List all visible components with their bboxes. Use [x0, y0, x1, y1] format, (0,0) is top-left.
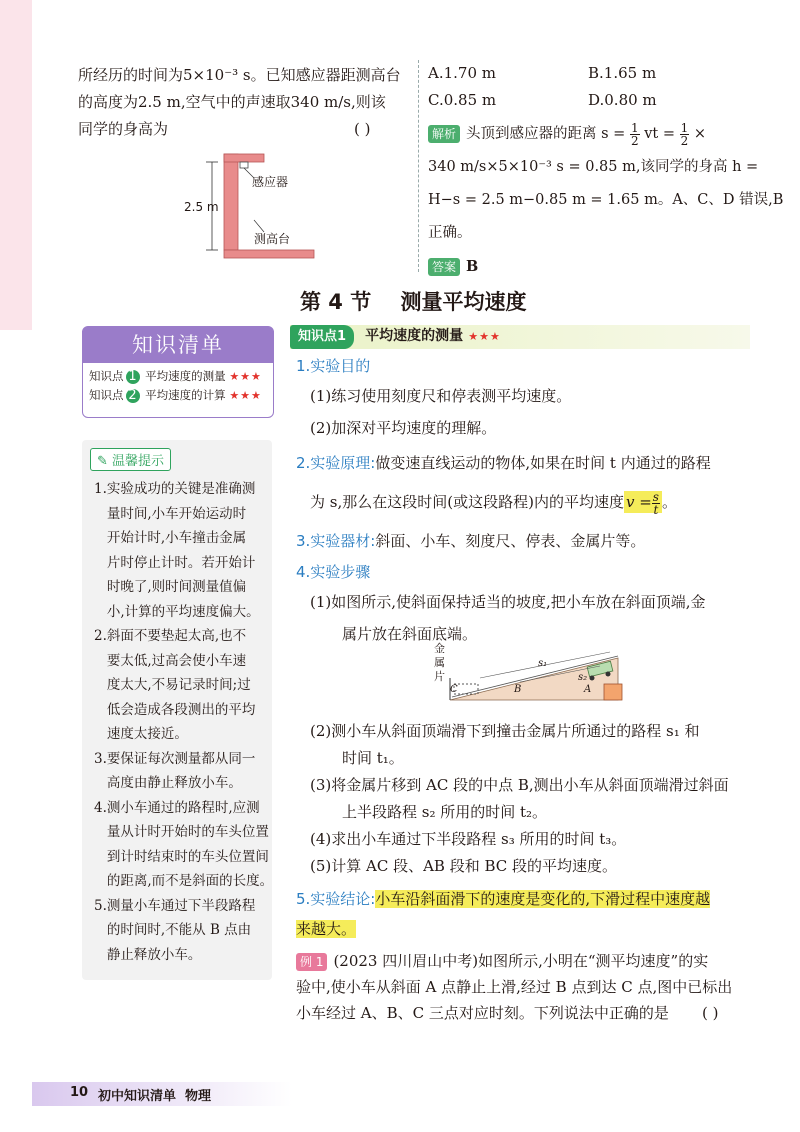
options [428, 60, 768, 114]
heading-equipment: 3.实验器材: [296, 532, 376, 550]
text: (5)计算 AC 段、AB 段和 BC 段的平均速度。 [310, 857, 618, 875]
tip-line: 的时间时,不能从 B 点由 [94, 922, 252, 938]
text: 上半段路程 s₂ 所用的时间 t₂。 [342, 803, 548, 821]
option-a: A.1.70 m [428, 64, 496, 82]
kp1-title: 平均速度的测量 [365, 328, 464, 344]
column-divider [418, 60, 419, 272]
tip-icon: ✎ [97, 454, 108, 469]
tip-line: 小,计算的平均速度偏大。 [94, 603, 260, 620]
tip-line: 4.测小车通过的路程时,应测 [94, 799, 260, 816]
text: 斜面、小车、刻度尺、停表、金属片等。 [375, 532, 646, 550]
answer-value: B [466, 258, 479, 275]
option-d: D.0.80 m [588, 91, 657, 109]
tip-line: 时晚了,则时间测量值偏 [94, 579, 247, 595]
text: (1)如图所示,使斜面保持适当的坡度,把小车放在斜面顶端,金 [310, 593, 706, 611]
fig-label-b: B [514, 684, 522, 695]
heading-principle: 2.实验原理: [296, 454, 376, 472]
text: (3)将金属片移到 AC 段的中点 B,测出小车从斜面顶端滑过斜面 [310, 776, 729, 794]
book-title: 初中知识清单 物理 [98, 1089, 212, 1104]
tip-line: 高度由静止释放小车。 [94, 775, 242, 791]
knowledge-list-title: 知识清单 [83, 327, 273, 363]
text: (2)加深对平均速度的理解。 [310, 419, 497, 437]
tip-line: 要太低,过高会使小车速 [94, 652, 247, 669]
fig-label-c: C [450, 684, 458, 695]
text: 小车经过 A、B、C 三点对应时刻。下列说法中正确的是 [296, 1004, 669, 1022]
conclusion-highlight: 小车沿斜面滑下的速度是变化的,下滑过程中速度越 [375, 890, 711, 908]
steps-continued [296, 718, 766, 1026]
question-line-1: 所经历的时间为5×10⁻³ s。已知感应器距测高台 [78, 66, 401, 84]
tips-title: ✎ 温馨提示 [90, 448, 171, 471]
analysis [428, 118, 784, 284]
text: (2023 四川眉山中考)如图所示,小明在“测平均速度”的实 [333, 952, 709, 970]
analysis-line1a: 头顶到感应器的距离 s = [466, 126, 626, 142]
incline-figure [440, 648, 640, 708]
fig-label-s2: s₂ [578, 672, 588, 683]
heading-steps: 4.实验步骤 [296, 563, 371, 581]
conclusion-highlight-2: 来越大。 [296, 920, 357, 938]
analysis-line3: H−s = 2.5 m−0.85 m = 1.65 m。A、C、D 错误,B [428, 192, 784, 208]
tip-line: 量从计时开始时的车头位置 [94, 824, 269, 840]
kp1-banner [290, 325, 750, 349]
question-line-2: 的高度为2.5 m,空气中的声速取340 m/s,则该 [78, 93, 386, 111]
tip-line: 速度太接近。 [94, 726, 188, 742]
half-fraction-2: $\frac{1}{2}$ [680, 120, 689, 148]
answer-tag: 答案 [428, 258, 460, 276]
tips-box [82, 440, 272, 980]
option-c: C.0.85 m [428, 91, 497, 109]
margin-strip [0, 0, 32, 330]
text: 为 s,那么在这段时间(或这段路程)内的平均速度 [310, 493, 624, 511]
text: 验中,使小车从斜面 A 点静止上滑,经过 B 点到达 C 点,图中已标出 [296, 978, 733, 996]
tip-line: 2.斜面不要垫起太高,也不 [94, 628, 247, 644]
heading-conclusion: 5.实验结论: [296, 890, 376, 908]
kp1-stars: ★★★ [468, 330, 501, 343]
text: (2)测小车从斜面顶端滑下到撞击金属片所通过的路程 s₁ 和 [310, 722, 700, 740]
tip-line: 到计时结束时的车头位置间 [94, 848, 269, 865]
tip-line: 低会造成各段测出的平均 [94, 701, 256, 718]
tip-line: 的距离,而不是斜面的长度。 [94, 873, 274, 889]
option-b: B.1.65 m [588, 64, 657, 82]
fig-label-sensor: 感应器 [252, 175, 289, 189]
formula: v = $\frac{s}{t}$ [624, 491, 662, 513]
tip-line: 3.要保证每次测量都从同一 [94, 750, 256, 767]
tip-line: 5.测量小车通过下半段路程 [94, 897, 256, 914]
knowledge-item-2[interactable]: 知识点 2 平均速度的计算 ★★★ [89, 388, 262, 403]
text: (4)求出小车通过下半段路程 s₃ 所用的时间 t₃。 [310, 830, 627, 848]
tip-line: 量时间,小车开始运动时 [94, 505, 247, 522]
page-number: 10 [70, 1085, 89, 1100]
analysis-line4: 正确。 [428, 225, 472, 241]
tip-line: 度太大,不易记录时间;过 [94, 677, 251, 693]
tips-list [82, 471, 272, 967]
text: 做变速直线运动的物体,如果在时间 t 内通过的路程 [375, 454, 711, 472]
tip-line: 片时停止计时。若开始计 [94, 554, 256, 571]
example-paren: ( ) [702, 1004, 719, 1022]
example-tag: 例 1 [296, 953, 327, 971]
analysis-tag: 解析 [428, 125, 460, 143]
analysis-line2: 340 m/s×5×10⁻³ s = 0.85 m,该同学的身高 h = [428, 159, 759, 175]
kp1-label: 知识点1 [290, 325, 354, 349]
fig-label-s1: s₁ [538, 658, 548, 669]
knowledge-item-1[interactable]: 知识点 1 平均速度的测量 ★★★ [89, 369, 262, 384]
fig-label-platform: 测高台 [254, 232, 291, 246]
fig-metal-label: 金 属 片 [434, 642, 445, 683]
text: 时间 t₁。 [342, 749, 404, 767]
text: 属片放在斜面底端。 [342, 625, 478, 643]
question-line-3: 同学的身高为 [78, 120, 169, 138]
footer [32, 1082, 292, 1106]
knowledge-list-box [82, 326, 274, 418]
tip-line: 静止释放小车。 [94, 946, 202, 963]
question-text [78, 62, 418, 143]
fig-label-height: 2.5 m [184, 200, 219, 214]
tip-line: 开始计时,小车撞击金属 [94, 530, 247, 546]
analysis-line1c: × [693, 126, 706, 142]
main-content: 1.实验目的 (1)练习使用刻度尺和停表测平均速度。 (2)加深对平均速度的理解。 2.实验原理:做变速直线运动的物体,如果在时间 t 内通过的路程 为 s,那么在这段时间(或这段路程)内的平均速度 v = $\frac{s}{t}$ 。 3.实验器材:斜面、小车、刻度尺、停表、金属片等。 4.实验步骤 (1)如图所示,使斜面保持适当的坡度,把小车放在斜面顶端,金 属片放在斜面底端。 [296, 352, 766, 650]
text: (1)练习使用刻度尺和停表测平均速度。 [310, 387, 572, 405]
answer-paren: ( ) [354, 120, 371, 138]
heading-purpose: 1.实验目的 [296, 357, 371, 375]
analysis-line1b: vt = [644, 126, 675, 142]
section-title: 第 4 节 测量平均速度 [300, 290, 527, 314]
fig-label-a: A [584, 684, 592, 695]
half-fraction: $\frac{1}{2}$ [630, 120, 639, 148]
tip-line: 1.实验成功的关键是准确测 [94, 481, 256, 497]
